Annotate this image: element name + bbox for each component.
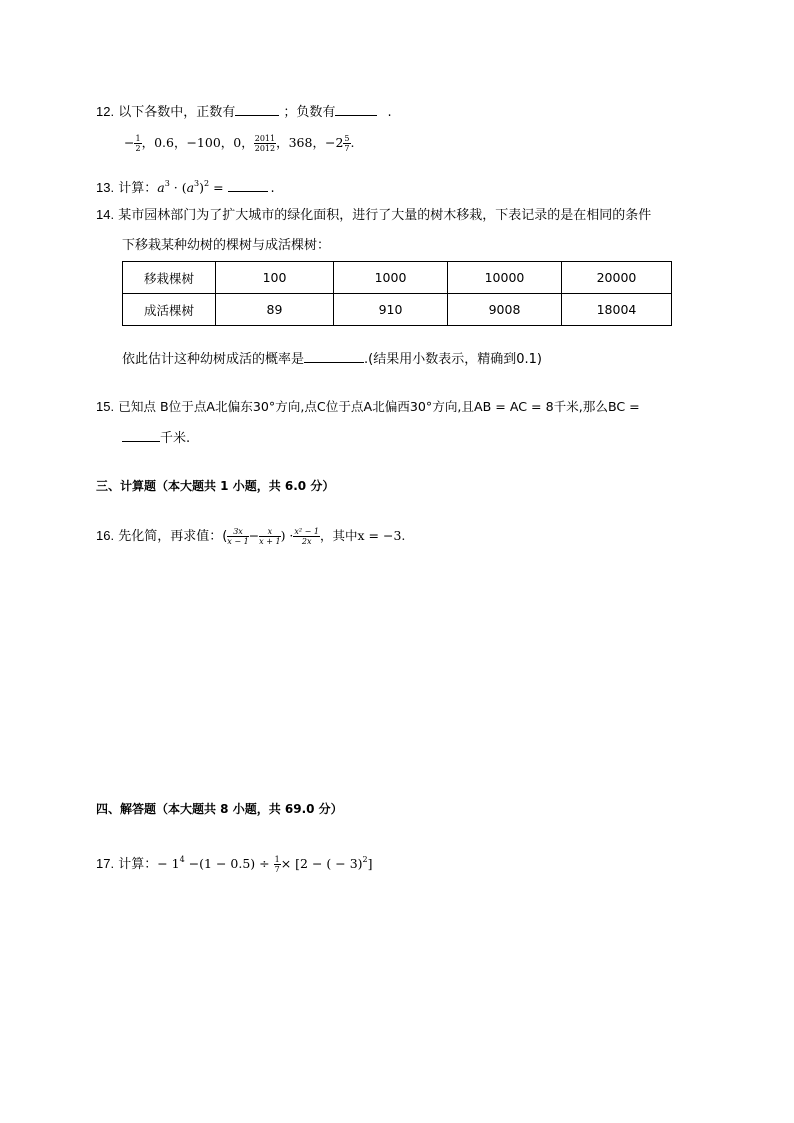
q15-answer-blank[interactable] bbox=[122, 430, 160, 442]
q14-answer-post: .(结果用小数表示，精确到0.1) bbox=[364, 352, 542, 367]
table-cell: 10000 bbox=[448, 262, 562, 294]
q14-answer-pre: 依此估计这种幼树成活的概率是 bbox=[122, 352, 305, 367]
q13-exp-2: 2 bbox=[204, 179, 210, 188]
table-cell-header: 成活棵树 bbox=[123, 294, 216, 326]
q13-number: 13. bbox=[96, 180, 115, 195]
q16-fraction-1 bbox=[227, 527, 248, 546]
q13-equals: = bbox=[209, 180, 228, 195]
q16-mid: ) · bbox=[280, 528, 294, 543]
q12-2011-fraction bbox=[254, 134, 276, 153]
q13-var-a2: a bbox=[186, 180, 195, 195]
q15-line2 bbox=[122, 430, 190, 447]
q12-mixed-denominator: 7 bbox=[344, 144, 350, 153]
table-cell: 9008 bbox=[448, 294, 562, 326]
q16-line bbox=[96, 527, 405, 546]
q14-line1 bbox=[96, 207, 651, 224]
section-3-heading: 三、计算题（本大题共 1 小题，共 6.0 分） bbox=[96, 479, 335, 493]
q16-number: 16. bbox=[96, 528, 115, 543]
q12-list-end: . bbox=[350, 135, 355, 150]
table-row bbox=[123, 294, 672, 326]
q16-fraction-2 bbox=[259, 527, 280, 546]
q13-close-paren: ) bbox=[199, 180, 205, 195]
q17-exp-2: 2 bbox=[362, 855, 368, 864]
q15-line2-post: 千米. bbox=[160, 431, 191, 446]
q13-label: 计算： bbox=[118, 181, 158, 196]
q12-negative-blank[interactable] bbox=[335, 104, 377, 116]
q12-minus: − bbox=[124, 135, 135, 150]
q17-number: 17. bbox=[96, 856, 115, 871]
q17-part4: ] bbox=[367, 856, 373, 871]
table-cell: 1000 bbox=[334, 262, 448, 294]
q16-f2-numerator: x bbox=[259, 527, 280, 537]
q12-text-a: 以下各数中，正数有 bbox=[118, 105, 236, 120]
q12-number: 12. bbox=[96, 104, 115, 119]
q12-positive-blank[interactable] bbox=[235, 104, 279, 116]
q14-text-line2: 下移栽某种幼树的棵树与成活棵树： bbox=[122, 238, 331, 253]
table-row bbox=[123, 262, 672, 294]
table-cell: 20000 bbox=[562, 262, 672, 294]
q15-line1 bbox=[96, 399, 640, 416]
q13-dot-paren: · ( bbox=[169, 180, 187, 195]
q15-text-line1: 已知点 B位于点A北偏东30°方向,点C位于点A北偏西30°方向,且AB = AC = 8千米,那么BC = bbox=[118, 399, 640, 414]
q12-mixed-fraction bbox=[343, 134, 350, 153]
q17-numerator: 1 bbox=[274, 855, 280, 864]
q16-f3-numerator: x² − 1 bbox=[294, 527, 319, 536]
q17-fraction bbox=[274, 855, 281, 874]
q12-mixed-numerator: 5 bbox=[344, 134, 350, 143]
table-cell: 89 bbox=[216, 294, 334, 326]
q17-part1: − 1 bbox=[157, 856, 180, 871]
q16-f1-denominator: x − 1 bbox=[227, 537, 249, 546]
q13-exp-3b: 3 bbox=[194, 179, 200, 188]
q13-exp-3: 3 bbox=[164, 179, 170, 188]
q17-part2: −(1 − 0.5) ÷ bbox=[184, 856, 274, 871]
q12-half-fraction bbox=[134, 134, 141, 153]
table-cell: 910 bbox=[334, 294, 448, 326]
q14-line2 bbox=[122, 238, 330, 254]
q15-number: 15. bbox=[96, 399, 115, 414]
q17-denominator: 7 bbox=[274, 865, 280, 874]
table-cell: 18004 bbox=[562, 294, 672, 326]
q16-f1-numerator: 3x bbox=[227, 527, 248, 537]
q16-label: 先化简，再求值：( bbox=[118, 529, 228, 544]
q12-list-after: ，368，−2 bbox=[276, 135, 344, 150]
q12-half-denominator: 2 bbox=[135, 144, 141, 153]
q13-answer-blank[interactable] bbox=[228, 180, 268, 192]
q17-label: 计算： bbox=[118, 857, 158, 872]
q16-f3-denominator: 2x bbox=[301, 537, 312, 546]
table-cell: 100 bbox=[216, 262, 334, 294]
q16-f2-denominator: x + 1 bbox=[259, 537, 281, 546]
q12-half-numerator: 1 bbox=[135, 134, 141, 143]
q14-number: 14. bbox=[96, 207, 115, 222]
q17-part3: × [2 − ( − 3) bbox=[280, 856, 363, 871]
q12-list-mid: ，0.6，−100，0， bbox=[141, 135, 254, 150]
table-cell-header: 移栽棵树 bbox=[123, 262, 216, 294]
q12-2011-numerator: 2011 bbox=[254, 134, 276, 143]
q14-text-line1: 某市园林部门为了扩大城市的绿化面积，进行了大量的树木移栽，下表记录的是在相同的条件 bbox=[118, 208, 652, 223]
q12-text-b: ；负数有 bbox=[283, 105, 336, 120]
section-4-heading: 四、解答题（本大题共 8 小题，共 69.0 分） bbox=[96, 802, 343, 816]
q16-fraction-3 bbox=[293, 527, 320, 546]
q13-line bbox=[96, 176, 275, 197]
q14-answer-blank[interactable] bbox=[304, 351, 364, 363]
q13-end: . bbox=[270, 181, 275, 196]
q17-exp-4: 4 bbox=[179, 855, 185, 864]
q12-line1 bbox=[96, 104, 392, 121]
q14-answer-line bbox=[122, 351, 542, 368]
q16-tail: ，其中x = −3. bbox=[320, 528, 406, 543]
q12-number-list bbox=[124, 133, 354, 153]
q12-end: . bbox=[387, 105, 392, 120]
tree-survival-table bbox=[122, 261, 672, 326]
q12-2011-denominator: 2012 bbox=[254, 144, 276, 153]
q17-line bbox=[96, 852, 373, 874]
q16-minus: − bbox=[248, 528, 260, 543]
q13-var-a: a bbox=[157, 180, 165, 195]
